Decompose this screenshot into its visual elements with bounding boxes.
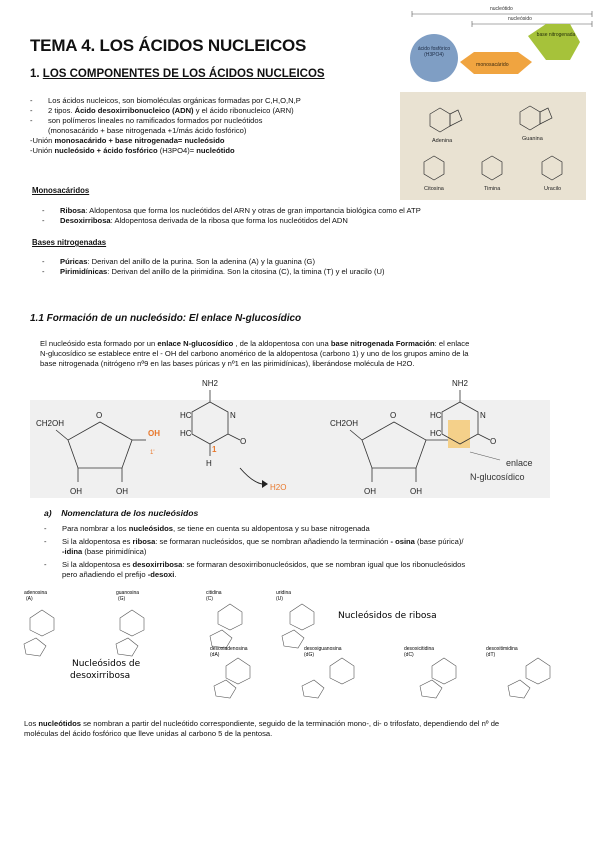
hc-middle-1: HC <box>180 411 192 420</box>
deoxy-label-1: Nucleósidos de <box>72 659 141 669</box>
o-middle: O <box>240 437 247 446</box>
reaction-diagram <box>30 372 550 504</box>
hc-middle-2: HC <box>180 429 192 438</box>
ch2oh-label-right: CH2OH <box>330 419 359 428</box>
reaction-background <box>30 400 550 498</box>
carbon-1-label-left: 1' <box>150 450 155 456</box>
nucleoside-label: nucleósido <box>508 16 532 22</box>
bottom-abbrev-2: (dG) <box>304 652 314 658</box>
formation-paragraph <box>40 339 570 369</box>
oh-right-2: OH <box>410 487 422 496</box>
h-middle: H <box>206 459 212 468</box>
deoxy-structure-2 <box>120 610 144 636</box>
n-middle: N <box>230 411 236 420</box>
phosphoric-acid-label: ácido fosfórico (H3PO4) <box>417 46 451 58</box>
ribo-structure-4 <box>330 658 354 684</box>
nomenclatura-item-1: - Para nombrar a los nucleósidos, se tiene en cuenta su aldopentosa y su base nitrogenada <box>44 524 370 533</box>
pirimidinicas-item: - Pirimidínicas: Derivan del anillo de la pirimidina. Son la citosina (C), la timina (T) y el uracilo (U) <box>42 267 385 276</box>
ribo-structure-2 <box>290 604 314 630</box>
bases-photo <box>400 92 586 200</box>
monosaccharide-label: monosacárido <box>476 62 509 68</box>
adenine-caption: Adenina <box>432 138 453 144</box>
section-1-heading <box>30 68 325 80</box>
guanine-ring <box>520 106 540 130</box>
nomenclatura-heading: a) Nomenclatura de los nucleósidos <box>44 508 199 518</box>
formation-line-3: base nitrogenada (nitrógeno nº9 en las bases púricas y nº1 en las pirimidínicas), liberándose molécula de H2O. <box>40 359 415 368</box>
nh2-right: NH2 <box>452 379 469 388</box>
ribo-structure-3 <box>226 658 250 684</box>
top-abbrev-2: (G) <box>118 596 126 602</box>
guanine-caption: Guanina <box>522 136 543 142</box>
nucleotide-diagram <box>402 2 598 88</box>
nitrogen-base-label: base nitrogenada <box>536 32 576 38</box>
bottom-caption-3: desoxicitidina <box>404 646 435 652</box>
section-title: LOS COMPONENTES DE LOS ÁCIDOS NUCLEICOS <box>42 68 325 80</box>
intro-list <box>30 96 390 156</box>
closing-paragraph <box>24 719 590 739</box>
anomeric-oh: OH <box>148 429 160 438</box>
ribo-structure-6 <box>526 658 550 684</box>
top-caption-3: citidina <box>206 590 222 596</box>
uracil-ring <box>542 156 562 180</box>
hc-right-2: HC <box>430 429 442 438</box>
bottom-caption-4: desoxitimidina <box>486 646 518 652</box>
n-right: N <box>480 411 486 420</box>
enlace-label-1: enlace <box>506 458 533 468</box>
bottom-abbrev-3: (dC) <box>404 652 414 658</box>
nomenclatura-list <box>44 524 574 580</box>
union-2: -Unión nucleósido + ácido fosfórico (H3PO4)= nucleótido <box>30 146 235 155</box>
uracil-caption: Uracilo <box>544 186 562 192</box>
closing-line-1: Los nucleótidos se nombran a partir del nucleótido correspondiente, seguido de la terminación mono-, di- o trifosfato, dependiendo del nº de <box>24 719 500 728</box>
enlace-label-2: N-glucosídico <box>470 472 525 482</box>
union-1: -Unión monosacárido + base nitrogenada= nucleósido <box>30 136 225 145</box>
bases-list <box>42 257 562 277</box>
oh-right-1: OH <box>364 487 376 496</box>
adenine-ring <box>430 108 450 132</box>
top-caption-2: guanosina <box>116 590 140 596</box>
deoxy-label-2: desoxirribosa <box>70 671 131 681</box>
section-1-1-heading: 1.1 Formación de un nucleósido: El enlace N-glucosídico <box>30 313 302 324</box>
deoxy-structure-1 <box>30 610 54 636</box>
n1-label: 1 <box>212 445 217 454</box>
ribo-structure-1 <box>218 604 242 630</box>
nucleosides-figure <box>0 582 600 714</box>
nucleotide-label: nucleótido <box>490 6 513 12</box>
bases-heading: Bases nitrogenadas <box>32 238 107 247</box>
section-number: 1. <box>30 68 40 80</box>
desoxirribosa-item: - Desoxirribosa: Aldopentosa derivada de la ribosa que forma los nucleótidos del ADN <box>42 216 348 225</box>
monosacaridos-list <box>42 206 562 226</box>
thymine-caption: Timina <box>484 186 501 192</box>
nh2-middle: NH2 <box>202 379 219 388</box>
bottom-abbrev-4: (dT) <box>486 652 496 658</box>
nomenclatura-item-2: - Si la aldopentosa es ribosa: se formaran nucleósidos, que se nombran añadiendo la terminación - osina (base púrica)/ -idina (base pirimidínica) <box>44 537 464 556</box>
ring-oxygen-left: O <box>96 411 103 420</box>
oh-left-2: OH <box>116 487 128 496</box>
hc-right-1: HC <box>430 411 442 420</box>
top-abbrev-1: (A) <box>26 596 33 602</box>
monosacaridos-heading: Monosacáridos <box>32 186 90 195</box>
oh-left-1: OH <box>70 487 82 496</box>
puricas-item: - Púricas: Derivan del anillo de la purina. Son la adenina (A) y la guanina (G) <box>42 257 315 266</box>
intro-item-1: - Los ácidos nucleicos, son biomoléculas orgánicas formadas por C,H,O,N,P <box>30 96 301 105</box>
bottom-abbrev-1: (dA) <box>210 652 220 658</box>
cytosine-caption: Citosina <box>424 186 444 192</box>
water-label: H2O <box>270 483 287 492</box>
formation-line-1: El nucleósido esta formado por un enlace N-glucosídico , de la aldopentosa con una base nitrogenada Formación: el enlace <box>40 339 470 348</box>
intro-item-3: - son polímeros lineales no ramificados formados por nucleótidos <box>30 116 263 125</box>
page-title: TEMA 4. LOS ÁCIDOS NUCLEICOS <box>30 36 307 55</box>
thymine-ring <box>482 156 502 180</box>
cytosine-ring-left <box>424 156 444 180</box>
ch2oh-label-left: CH2OH <box>36 419 65 428</box>
intro-item-2: - 2 tipos. Ácido desoxirribonucleico (ADN) y el ácido ribonucleico (ARN) <box>30 106 294 115</box>
top-abbrev-3: (C) <box>206 596 213 602</box>
bottom-caption-1: desoxiadenosina <box>210 646 248 652</box>
intro-item-3-sub: (monosacárido + base nitrogenada +1/más ácido fosfórico) <box>48 126 247 135</box>
ring-oxygen-right: O <box>390 411 397 420</box>
o-right: O <box>490 437 497 446</box>
ribose-nucleosides-label: Nucleósidos de ribosa <box>338 611 437 621</box>
bottom-caption-2: desoxiguanosina <box>304 646 342 652</box>
top-caption-1: adenosina <box>24 590 48 596</box>
nomenclatura-item-3: - Si la aldopentosa es desoxirribosa: se formaran desoxirribonucleósidos, que se nombran igual que los ribonucleósidos pero añadiendo el prefijo -desoxi. <box>44 560 466 579</box>
ribosa-item: - Ribosa: Aldopentosa que forma los nucleótidos del ARN y otras de gran importancia biológica como el ATP <box>42 206 421 215</box>
formation-line-2: N-glucosídico se establece entre el - OH del carbono anomérico de la aldopentosa (carbono 1) y uno de los grupos amino de la <box>40 349 469 358</box>
top-abbrev-4: (U) <box>276 596 283 602</box>
ribo-structure-5 <box>432 658 456 684</box>
top-caption-4: uridina <box>276 590 292 596</box>
closing-line-2: moléculas del ácido fosfórico que lleve unidas al carbono 5 de la pentosa. <box>24 729 273 738</box>
